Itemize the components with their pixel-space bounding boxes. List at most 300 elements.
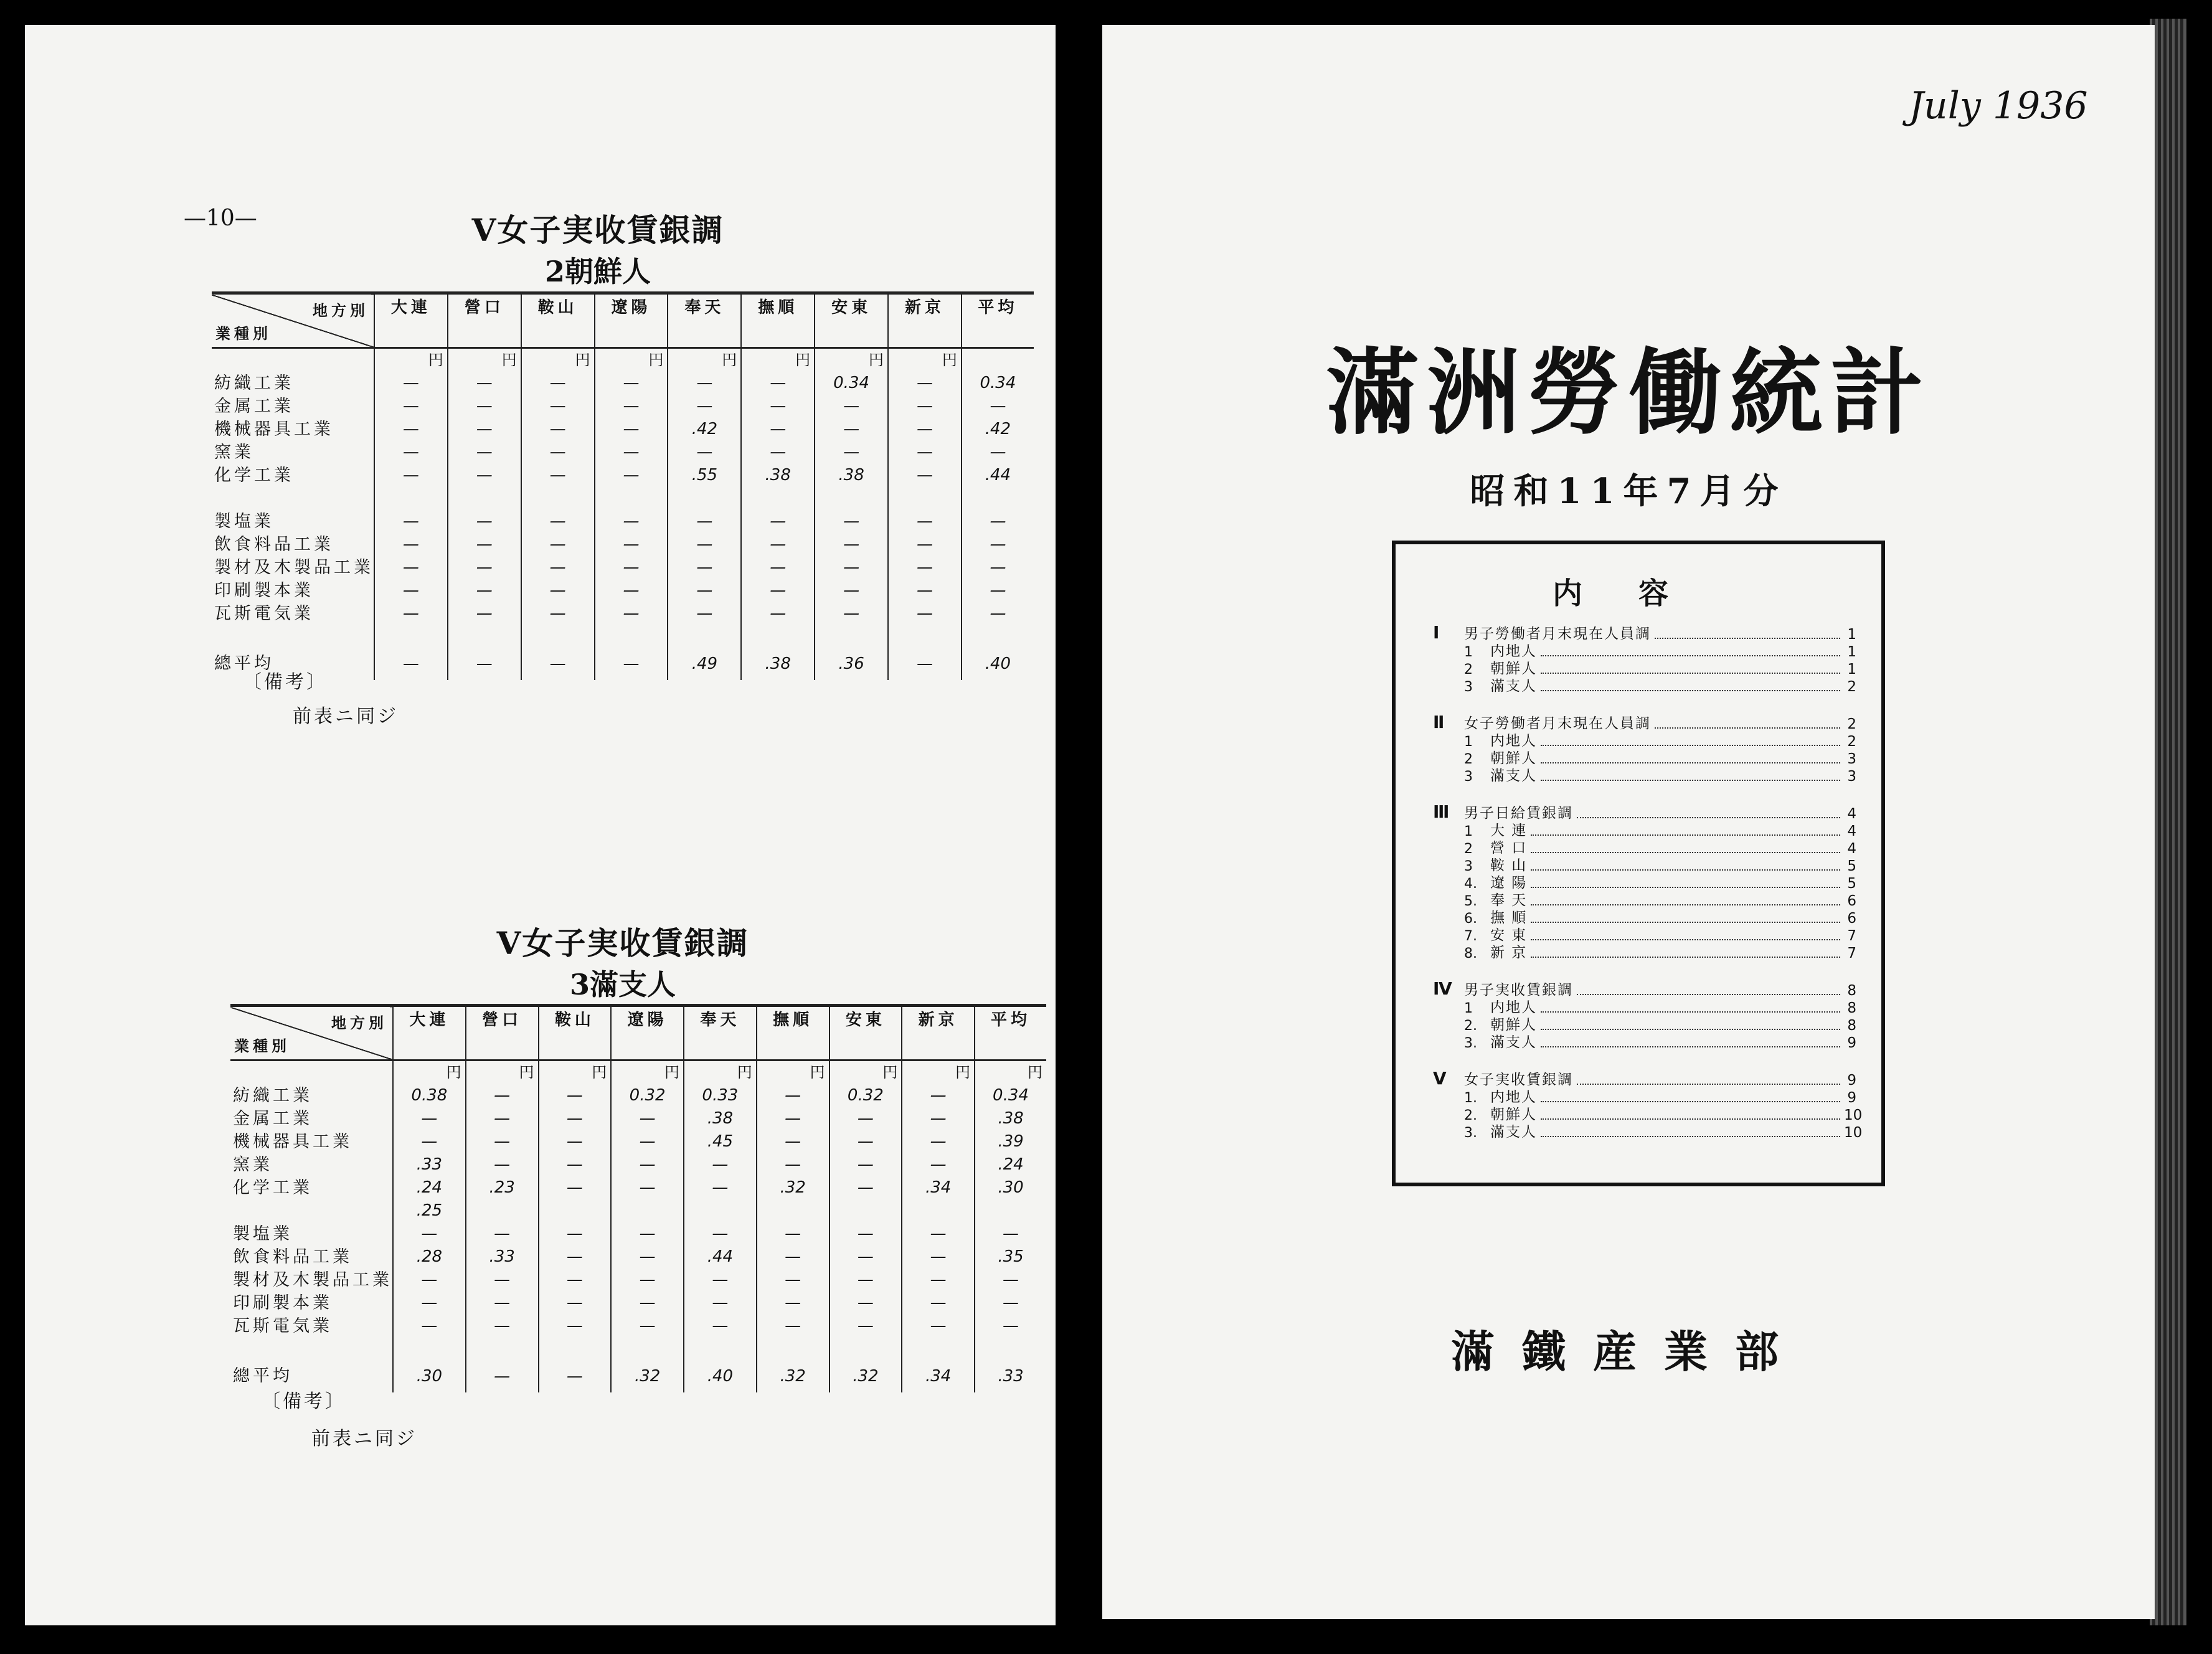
value-cell: — [374, 372, 448, 395]
value-cell: — [741, 579, 815, 602]
spacer-row [212, 625, 1034, 648]
toc-item-label: 内地人 [1490, 1089, 1537, 1105]
value-cell: .34 [902, 1176, 975, 1199]
toc-section-label: 男子実收賃銀調 [1464, 982, 1573, 998]
leader-dots [1531, 939, 1840, 940]
toc-page-number: 1 [1847, 626, 1856, 643]
value-cell: — [595, 602, 668, 625]
handwritten-date: July 1936 [1909, 84, 2088, 128]
value-cell: — [595, 372, 668, 395]
value-cell: — [815, 556, 888, 579]
right-page [1102, 25, 2155, 1619]
total-label: 總平均 [233, 1366, 293, 1386]
value-cell: — [815, 441, 888, 464]
leader-dots [1577, 994, 1840, 995]
value-cell: — [888, 464, 962, 487]
leader-dots [1531, 834, 1840, 836]
column-header: 新京 [888, 293, 962, 348]
toc-heading: 内容 [1552, 576, 1724, 611]
left-page [25, 25, 1056, 1625]
table1-title: Ⅴ女子実收賃銀調 [471, 212, 724, 248]
spacer-cell [815, 625, 888, 648]
spacer-cell [212, 625, 374, 648]
value-cell [741, 487, 815, 510]
toc-item-label: 滿支人 [1490, 1124, 1537, 1140]
toc-item-page: 8 [1847, 1018, 1856, 1034]
toc-item-page: 4 [1847, 823, 1856, 839]
value-cell: .39 [975, 1130, 1046, 1153]
leader-dots [1531, 887, 1840, 888]
value-cell: — [975, 1269, 1046, 1292]
value-cell: — [521, 510, 595, 533]
toc-item-number: 2. [1464, 1108, 1477, 1123]
industry-label: 製材及木製品工業 [233, 1270, 392, 1290]
toc-item-number: 1 [1464, 1001, 1473, 1016]
toc-page-number: 4 [1847, 806, 1856, 822]
value-cell: — [374, 556, 448, 579]
toc-item-number: 2 [1464, 841, 1473, 857]
toc-item-number: 3. [1464, 1036, 1477, 1051]
industry-label: 機械器具工業 [214, 420, 334, 439]
value-cell: — [757, 1084, 830, 1107]
column-header: 遼陽 [611, 1006, 684, 1061]
spacer-cell [757, 1338, 830, 1360]
value-cell: .30 [975, 1176, 1046, 1199]
toc-item-label: 鞍 山 [1490, 858, 1528, 874]
value-cell [757, 1199, 830, 1222]
value-cell: — [466, 1130, 539, 1153]
toc-item-page: 4 [1847, 841, 1856, 857]
toc-item-label: 内地人 [1490, 643, 1537, 659]
leader-dots [1541, 762, 1840, 763]
value-cell: — [888, 418, 962, 441]
spacer-cell [393, 1338, 466, 1360]
value-cell: — [741, 533, 815, 556]
table-header-row [230, 1006, 1046, 1061]
publisher: 滿鐵産業部 [1451, 1326, 1806, 1378]
spacer-cell [741, 625, 815, 648]
spacer-cell [668, 625, 741, 648]
total-value: .40 [962, 648, 1034, 680]
table-row [212, 579, 1034, 602]
toc-item-page: 9 [1847, 1090, 1856, 1106]
value-cell: .42 [962, 418, 1034, 441]
table-row [230, 1084, 1046, 1107]
column-header: 撫順 [741, 293, 815, 348]
value-cell: — [668, 372, 741, 395]
value-cell: — [684, 1176, 757, 1199]
value-cell: — [888, 579, 962, 602]
spacer-row [230, 1338, 1046, 1360]
toc-item-label: 朝鮮人 [1490, 1017, 1537, 1033]
toc-item-number: 4. [1464, 876, 1477, 892]
total-row [212, 648, 1034, 680]
table-row [212, 510, 1034, 533]
toc-item-number: 6. [1464, 911, 1477, 927]
toc-section-number: Ⅲ [1433, 801, 1450, 822]
toc-section [1433, 978, 1856, 1051]
value-cell: .38 [684, 1107, 757, 1130]
table-row [212, 487, 1034, 510]
value-cell: — [448, 418, 521, 441]
toc-item-page: 6 [1847, 910, 1856, 927]
toc-section [1433, 1068, 1863, 1141]
total-value: .32 [757, 1360, 830, 1392]
value-cell: — [521, 602, 595, 625]
value-cell: — [902, 1269, 975, 1292]
value-cell: — [611, 1153, 684, 1176]
unit-cell: 円 [393, 1061, 466, 1085]
value-cell: — [393, 1222, 466, 1245]
value-cell: .35 [975, 1245, 1046, 1269]
corner-region-label: 地方別 [313, 302, 369, 319]
main-title: 滿洲勞働統計 [1325, 338, 1931, 448]
toc-item-page: 2 [1847, 679, 1856, 695]
table-row [212, 418, 1034, 441]
value-cell: — [757, 1107, 830, 1130]
toc-item-label: 遼 陽 [1490, 875, 1528, 891]
toc-item-number: 1 [1464, 734, 1473, 750]
value-cell [521, 487, 595, 510]
value-cell: — [611, 1107, 684, 1130]
table-row [230, 1269, 1046, 1292]
toc-section-label: 女子実收賃銀調 [1464, 1072, 1573, 1088]
toc-item-label: 新 京 [1490, 945, 1528, 961]
industry-label: 化学工業 [233, 1178, 313, 1198]
unit-row [230, 1061, 1046, 1085]
toc-section-label: 男子日給賃銀調 [1464, 805, 1573, 821]
spacer-cell [962, 625, 1034, 648]
value-cell [975, 1199, 1046, 1222]
column-header: 安東 [815, 293, 888, 348]
toc-item-number: 3 [1464, 769, 1473, 785]
value-cell: — [521, 464, 595, 487]
value-cell: — [539, 1130, 612, 1153]
value-cell: — [595, 556, 668, 579]
table-corner [230, 1006, 393, 1061]
value-cell: — [830, 1245, 902, 1269]
leader-dots [1541, 745, 1840, 746]
table1-remark-text: 前表ニ同ジ [293, 706, 399, 727]
value-cell: — [888, 372, 962, 395]
table-row [212, 533, 1034, 556]
value-cell: — [902, 1153, 975, 1176]
spacer-cell [374, 625, 448, 648]
value-cell: — [668, 510, 741, 533]
toc-item-page: 10 [1844, 1107, 1863, 1123]
toc-item-number: 1 [1464, 645, 1473, 660]
table1-subtitle: 2朝鮮人 [544, 255, 651, 288]
toc-section-number: Ⅳ [1433, 978, 1452, 999]
value-cell: — [902, 1130, 975, 1153]
total-value: — [595, 648, 668, 680]
total-value: — [539, 1360, 612, 1392]
toc-subentry [1433, 1123, 1863, 1141]
value-cell: 0.33 [684, 1084, 757, 1107]
column-header: 營口 [466, 1006, 539, 1061]
column-header: 鞍山 [521, 293, 595, 348]
toc-item-label: 朝鮮人 [1490, 661, 1537, 677]
toc-item-label: 内地人 [1490, 733, 1537, 749]
total-value: .33 [975, 1360, 1046, 1392]
value-cell: — [448, 579, 521, 602]
toc-item-label: 滿支人 [1490, 678, 1537, 694]
spacer-cell [539, 1338, 612, 1360]
value-cell: — [374, 510, 448, 533]
table-row [212, 602, 1034, 625]
value-cell [466, 1199, 539, 1222]
value-cell: .24 [393, 1176, 466, 1199]
value-cell: — [595, 510, 668, 533]
value-cell: — [539, 1315, 612, 1338]
corner-industry-label: 業種別 [234, 1037, 290, 1055]
total-value: — [888, 648, 962, 680]
value-cell: — [448, 441, 521, 464]
value-cell: — [521, 533, 595, 556]
toc-item-label: 滿支人 [1490, 1034, 1537, 1051]
leader-dots [1531, 904, 1840, 905]
table2-subtitle: 3滿支人 [569, 968, 676, 1001]
leader-dots [1541, 1046, 1840, 1047]
value-cell: — [448, 372, 521, 395]
total-value: .34 [902, 1360, 975, 1392]
value-cell: — [374, 533, 448, 556]
total-value: .32 [611, 1360, 684, 1392]
industry-label: 製材及木製品工業 [214, 558, 374, 577]
toc-item-number: 3. [1464, 1125, 1477, 1141]
industry-label: 飲食料品工業 [233, 1247, 352, 1267]
value-cell: — [611, 1292, 684, 1315]
value-cell: — [595, 418, 668, 441]
spacer-cell [611, 1338, 684, 1360]
total-value: .49 [668, 648, 741, 680]
value-cell: — [962, 533, 1034, 556]
toc-section [1433, 712, 1856, 785]
toc-section [1433, 622, 1856, 695]
leader-dots [1655, 727, 1840, 729]
value-cell: — [888, 556, 962, 579]
value-cell: — [962, 395, 1034, 418]
spacer-cell [595, 625, 668, 648]
unit-cell: 円 [741, 348, 815, 372]
column-header: 新京 [902, 1006, 975, 1061]
value-cell: — [448, 395, 521, 418]
value-cell: — [902, 1107, 975, 1130]
value-cell: — [393, 1315, 466, 1338]
table-header-row [212, 293, 1034, 348]
toc-item-number: 2. [1464, 1018, 1477, 1034]
industry-label: 紡織工業 [214, 374, 294, 393]
industry-label: 窯業 [214, 443, 254, 462]
value-cell: .38 [975, 1107, 1046, 1130]
value-cell: — [595, 464, 668, 487]
value-cell: — [521, 395, 595, 418]
value-cell: — [595, 441, 668, 464]
value-cell: — [466, 1292, 539, 1315]
value-cell [684, 1199, 757, 1222]
toc-item-page: 1 [1847, 661, 1856, 678]
value-cell: — [611, 1176, 684, 1199]
table2-title: Ⅴ女子実收賃銀調 [496, 925, 749, 962]
toc-list [1433, 622, 1863, 1161]
value-cell: — [888, 395, 962, 418]
toc-item-number: 5. [1464, 894, 1477, 909]
toc-section-number: Ⅴ [1433, 1068, 1447, 1089]
industry-label: 機械器具工業 [233, 1132, 352, 1151]
leader-dots [1531, 957, 1840, 958]
toc-item-label: 内地人 [1490, 999, 1537, 1016]
value-cell: .23 [466, 1176, 539, 1199]
value-cell: — [539, 1222, 612, 1245]
value-cell: — [595, 579, 668, 602]
unit-row-label [212, 348, 374, 372]
table-row [230, 1199, 1046, 1222]
page-number: —10— [184, 206, 257, 231]
value-cell: — [539, 1107, 612, 1130]
value-cell: — [595, 395, 668, 418]
value-cell: — [815, 533, 888, 556]
unit-row-label [230, 1061, 393, 1085]
leader-dots [1577, 817, 1840, 818]
table2-remark-label: 〔備考〕 [262, 1391, 346, 1412]
value-cell: .38 [815, 464, 888, 487]
toc-section-label: 男子勞働者月末現在人員調 [1464, 626, 1651, 642]
leader-dots [1541, 1101, 1840, 1102]
table-row [230, 1222, 1046, 1245]
total-value: .30 [393, 1360, 466, 1392]
unit-cell: 円 [595, 348, 668, 372]
column-header: 奉天 [684, 1006, 757, 1061]
page-stack-edge [2150, 19, 2187, 1625]
value-cell: — [466, 1222, 539, 1245]
value-cell: — [611, 1269, 684, 1292]
value-cell: — [374, 418, 448, 441]
value-cell: — [539, 1176, 612, 1199]
value-cell: — [684, 1269, 757, 1292]
value-cell: — [684, 1292, 757, 1315]
value-cell: — [757, 1292, 830, 1315]
spacer-cell [466, 1338, 539, 1360]
value-cell: 0.38 [393, 1084, 466, 1107]
value-cell: — [466, 1269, 539, 1292]
column-header: 大連 [393, 1006, 466, 1061]
toc-item-number: 3 [1464, 859, 1473, 874]
column-header: 鞍山 [539, 1006, 612, 1061]
toc-item-label: 奉 天 [1490, 892, 1528, 909]
value-cell: — [448, 556, 521, 579]
industry-label: 印刷製本業 [233, 1293, 333, 1313]
value-cell: — [830, 1176, 902, 1199]
column-header: 平均 [962, 293, 1034, 348]
value-cell: — [830, 1130, 902, 1153]
leader-dots [1577, 1084, 1840, 1085]
value-cell: — [374, 579, 448, 602]
toc-item-page: 8 [1847, 1000, 1856, 1016]
industry-label: 飲食料品工業 [214, 535, 334, 554]
unit-cell: 円 [975, 1061, 1046, 1085]
unit-cell: 円 [757, 1061, 830, 1085]
value-cell: .45 [684, 1130, 757, 1153]
value-cell: — [888, 441, 962, 464]
value-cell: 0.32 [611, 1084, 684, 1107]
leader-dots [1541, 690, 1840, 691]
toc-item-page: 2 [1847, 734, 1856, 750]
value-cell: — [521, 556, 595, 579]
value-cell [888, 487, 962, 510]
value-cell: — [888, 510, 962, 533]
value-cell: — [757, 1315, 830, 1338]
value-cell: — [393, 1292, 466, 1315]
value-cell: — [830, 1107, 902, 1130]
value-cell [815, 487, 888, 510]
spacer-cell [902, 1338, 975, 1360]
value-cell: — [595, 533, 668, 556]
industry-label [212, 487, 374, 510]
value-cell: — [962, 441, 1034, 464]
value-cell: — [962, 579, 1034, 602]
value-cell [539, 1199, 612, 1222]
value-cell: — [741, 441, 815, 464]
toc-subentry [1433, 767, 1856, 785]
value-cell: — [466, 1153, 539, 1176]
industry-label: 製塩業 [233, 1224, 293, 1244]
unit-cell: 円 [684, 1061, 757, 1085]
value-cell [902, 1199, 975, 1222]
value-cell [595, 487, 668, 510]
value-cell: — [611, 1315, 684, 1338]
spacer-cell [521, 625, 595, 648]
value-cell: — [539, 1269, 612, 1292]
value-cell: .44 [962, 464, 1034, 487]
spacer-cell [888, 625, 962, 648]
value-cell: — [757, 1245, 830, 1269]
value-cell: — [521, 579, 595, 602]
value-cell [611, 1199, 684, 1222]
total-value: — [466, 1360, 539, 1392]
unit-cell: 円 [830, 1061, 902, 1085]
total-row [230, 1360, 1046, 1392]
unit-cell: 円 [466, 1061, 539, 1085]
value-cell: — [975, 1315, 1046, 1338]
industry-label: 瓦斯電気業 [214, 604, 314, 623]
value-cell: — [902, 1084, 975, 1107]
spacer-cell [230, 1338, 393, 1360]
unit-cell: 円 [539, 1061, 612, 1085]
unit-cell: 円 [815, 348, 888, 372]
leader-dots [1541, 1029, 1840, 1030]
toc-item-number: 8. [1464, 946, 1477, 962]
total-value: .40 [684, 1360, 757, 1392]
total-value: — [374, 648, 448, 680]
value-cell: — [757, 1222, 830, 1245]
value-cell: — [830, 1153, 902, 1176]
leader-dots [1531, 922, 1840, 923]
value-cell: — [902, 1245, 975, 1269]
leader-dots [1531, 869, 1840, 871]
value-cell: — [668, 579, 741, 602]
total-label: 總平均 [214, 654, 274, 673]
value-cell: — [393, 1269, 466, 1292]
value-cell: — [466, 1107, 539, 1130]
value-cell: — [830, 1269, 902, 1292]
table-row [230, 1130, 1046, 1153]
value-cell: .44 [684, 1245, 757, 1269]
toc-item-page: 6 [1847, 893, 1856, 909]
value-cell [830, 1199, 902, 1222]
value-cell: 0.34 [815, 372, 888, 395]
value-cell: — [374, 464, 448, 487]
value-cell: — [374, 395, 448, 418]
